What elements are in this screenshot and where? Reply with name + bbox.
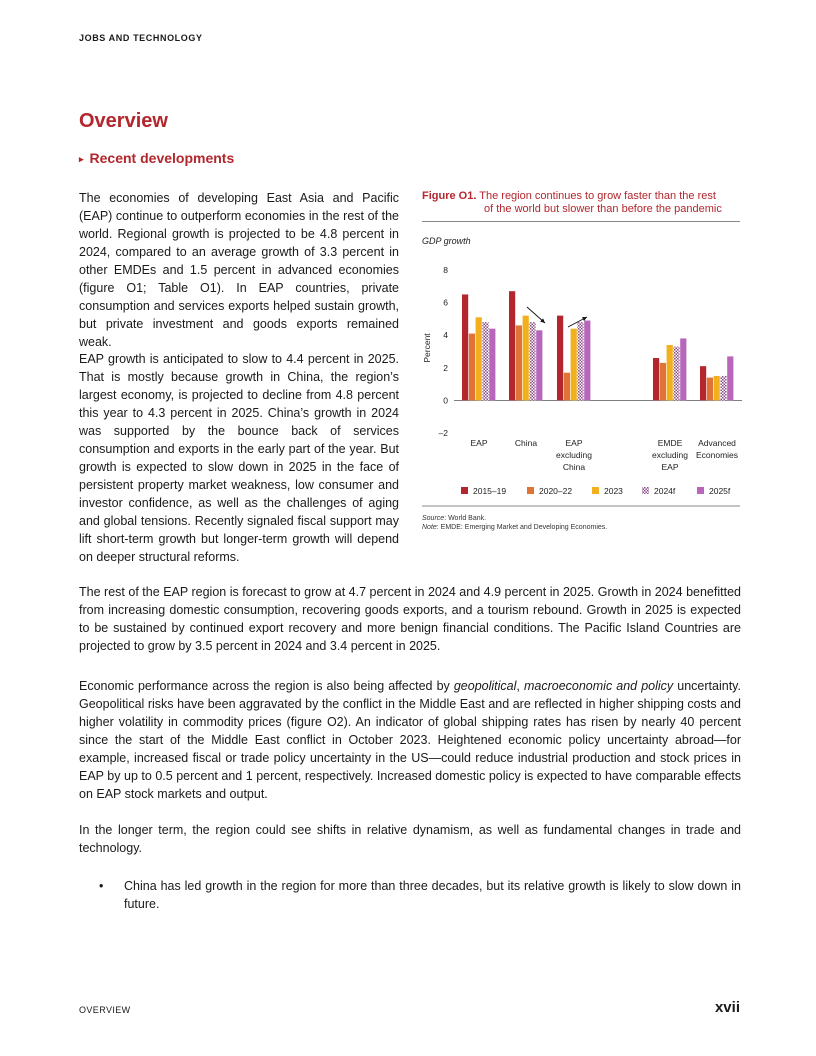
x-category-label: excluding bbox=[652, 450, 688, 460]
legend-swatch bbox=[642, 487, 649, 494]
running-head: JOBS AND TECHNOLOGY bbox=[79, 33, 203, 43]
chart-title: GDP growth bbox=[422, 236, 471, 246]
footer-section: OVERVIEW bbox=[79, 1005, 131, 1015]
y-tick-label: 2 bbox=[443, 362, 448, 373]
bar-2024f-2 bbox=[577, 322, 583, 400]
y-tick-label: –2 bbox=[438, 428, 448, 438]
bar-2023-2 bbox=[571, 329, 577, 401]
figure-title-line2: of the world but slower than before the pandemic bbox=[484, 203, 722, 215]
paragraph-4: Economic performance across the region is also being affected by geopolitical, macroeconomic and policy uncertainty. Geopolitical risks have been aggravated by the conflict in the Middle East and are reflected in higher shipping costs and higher volatility in commodity prices (figure O2). An indicator of global shipping rates has risen by nearly 40 percent since the start of the Middle East conflict in October 2023. Heightened economic policy uncertainty abroad—for example, increased fiscal or trade policy uncertainty in the US—could reduce industrial production and stock prices in EAP by up to 0.5 percent and 1 percent, respectively. Increased domestic policy is expected to have comparable effects on EAP stock markets and output. bbox=[79, 679, 741, 801]
bar-2025f-2 bbox=[584, 321, 590, 401]
subsection-label: Recent developments bbox=[89, 150, 235, 166]
section-title: Overview bbox=[79, 110, 168, 132]
bar-201519-2 bbox=[557, 316, 563, 401]
figure-label: Figure O1. bbox=[422, 190, 477, 202]
legend-label: 2024f bbox=[654, 486, 676, 496]
bar-2024f-4 bbox=[720, 376, 726, 400]
figure-note: Note: EMDE: Emerging Market and Developing Economies. bbox=[422, 523, 608, 531]
x-category-label: Advanced bbox=[698, 438, 736, 448]
y-tick-label: 0 bbox=[443, 395, 448, 406]
bar-2023-3 bbox=[667, 345, 673, 400]
figure-top-rule bbox=[422, 221, 740, 222]
x-category-label: EAP bbox=[661, 462, 679, 472]
bar-201519-4 bbox=[700, 366, 706, 400]
bar-202022-2 bbox=[564, 373, 570, 401]
y-axis-label: Percent bbox=[422, 333, 432, 363]
paragraph-3: The rest of the EAP region is forecast to grow at 4.7 percent in 2024 and 4.9 percent in 2025. Growth in 2024 benefitted from increasing domestic consumption, recovering goods exports, and a tourism rebound. Growth in 2025 is expected to be sustained by continued export recovery and more benign financial conditions. The Pacific Island Countries are projected to grow by 3.5 percent in 2024 and 3.4 percent in 2025. bbox=[79, 585, 741, 653]
bar-202022-1 bbox=[516, 325, 522, 400]
bullet-item bbox=[99, 877, 741, 913]
figure-title bbox=[422, 190, 740, 216]
legend-label: 2025f bbox=[709, 486, 731, 496]
figure-notes bbox=[422, 515, 607, 532]
figure-title-line1: The region continues to grow faster than the rest bbox=[479, 190, 716, 202]
y-tick-label: 4 bbox=[443, 330, 448, 341]
legend-label: 2020–22 bbox=[539, 486, 573, 496]
bar-2025f-0 bbox=[489, 329, 495, 401]
bar-202022-4 bbox=[707, 378, 713, 401]
paragraph-5: In the longer term, the region could see shifts in relative dynamism, as well as fundamental changes in trade and technology. bbox=[79, 823, 741, 855]
legend-label: 2015–19 bbox=[473, 486, 507, 496]
triangle-right-icon: ▸ bbox=[79, 154, 84, 164]
y-tick-label: 8 bbox=[443, 265, 448, 275]
bar-2024f-0 bbox=[482, 322, 488, 400]
legend-label: 2023 bbox=[604, 486, 623, 496]
legend-swatch bbox=[697, 487, 704, 494]
x-category-label: China bbox=[562, 462, 586, 472]
x-category-label: China bbox=[514, 438, 538, 448]
bar-2024f-3 bbox=[673, 347, 679, 401]
x-category-label: excluding bbox=[556, 450, 592, 460]
gdp-growth-chart bbox=[416, 226, 746, 506]
legend-swatch bbox=[527, 487, 534, 494]
bar-2023-1 bbox=[523, 316, 529, 401]
bar-201519-3 bbox=[653, 358, 659, 400]
y-tick-label: 6 bbox=[443, 297, 448, 308]
bar-2024f-1 bbox=[529, 322, 535, 400]
bullet-text: China has led growth in the region for more than three decades, but its relative growth is likely to slow down in future. bbox=[124, 879, 741, 911]
bar-2025f-1 bbox=[536, 330, 542, 400]
figure-source: Source: World Bank. bbox=[422, 515, 487, 522]
legend-swatch bbox=[461, 487, 468, 494]
x-category-label: EAP bbox=[470, 438, 488, 448]
bar-202022-3 bbox=[660, 363, 666, 400]
bar-2023-4 bbox=[714, 376, 720, 400]
bar-201519-0 bbox=[462, 294, 468, 400]
bar-201519-1 bbox=[509, 291, 515, 400]
x-category-label: EMDE bbox=[657, 438, 683, 448]
bar-2025f-4 bbox=[727, 356, 733, 400]
bar-202022-0 bbox=[469, 334, 475, 401]
bullet-dot-icon: • bbox=[99, 879, 104, 893]
legend-swatch bbox=[592, 487, 599, 494]
subsection-title bbox=[79, 150, 234, 166]
paragraph-1: The economies of developing East Asia and Pacific (EAP) continue to outperform economies in the rest of the world. Regional growth is projected to be 4.8 percent in 2024, compared to an average growth of 3.3 percent in other EMDEs and 1.5 percent in advanced economies (figure O1; Table O1). In EAP countries, private consumption and services exports helped sustain growth, but private investment and goods exports remained weak. bbox=[79, 191, 399, 349]
x-category-label: Economies bbox=[695, 450, 739, 460]
x-category-label: EAP bbox=[565, 438, 583, 448]
bar-2025f-3 bbox=[680, 338, 686, 400]
bar-2023-0 bbox=[476, 317, 482, 400]
paragraph-2: EAP growth is anticipated to slow to 4.4 percent in 2025. That is mostly because growth in China, the region’s largest economy, is projected to decline from 4.8 percent this year to 4.3 percent in 2025. China’s growth in 2024 was supported by the bounce back of services consumption and exports in the early part of the year. But growth is expected to slow down in 2025 in the face of persistent property market weakness, low consumer and investor confidence, as well as the challenges of aging and global tensions. Recently signaled fiscal support may lift short-term growth but longer-term growth will depend on deeper structural reforms. bbox=[79, 352, 399, 564]
page-number: xvii bbox=[714, 999, 740, 1016]
